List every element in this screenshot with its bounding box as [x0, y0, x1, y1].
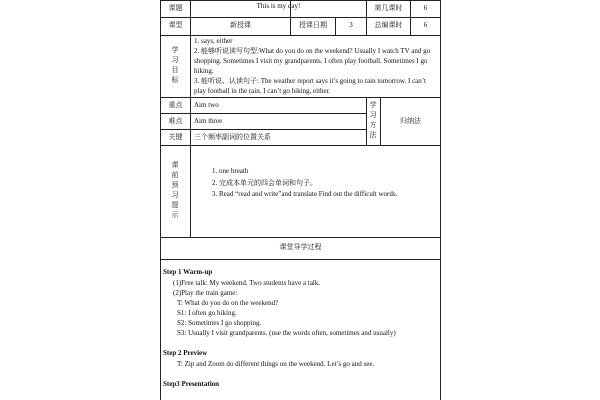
total-hours-label: 总编课时	[374, 21, 403, 29]
date-value: 3	[349, 21, 353, 29]
total-hours-value: 6	[423, 21, 428, 29]
step1-line: S1: I often go hiking.	[177, 309, 237, 317]
step3-title: Step3 Presentation	[163, 380, 220, 388]
type-label: 课型	[168, 21, 183, 29]
difficulty-value: Aim three	[194, 117, 223, 125]
objectives-list	[194, 36, 436, 96]
key-point-label: 重点	[168, 101, 183, 109]
step2-title: Step 2 Preview	[163, 349, 208, 357]
type-value: 新授课	[230, 21, 251, 29]
col-divider	[366, 97, 367, 145]
row-divider	[160, 97, 441, 98]
step1-line: S3: Usually I visit grandparents. (use the words often, sometimes and usually)	[177, 329, 396, 337]
step1-title: Step 1 Warm-up	[163, 268, 213, 276]
objective-item: 2. 能够听说读写句型:What do you do on the weekend? Usually I watch TV and go shopping. Sometimes I visit my grandparents. I often play football. Sometimes I go hiking.	[194, 47, 431, 75]
row-divider	[160, 259, 441, 260]
preview-item: 2. 完成本单元的四会单词和句子。	[212, 179, 317, 187]
key-point-value: Aim two	[194, 101, 219, 109]
crux-value: 三个频率副词的位置关系	[194, 133, 271, 141]
objective-item: 1. says, either	[194, 37, 233, 45]
topic-value: This is my day!	[256, 2, 301, 10]
preview-item: 1. one breath	[212, 167, 249, 175]
step1-line: (2)Play the train game:	[173, 289, 238, 297]
row-divider	[160, 17, 441, 18]
lesson-number-value: 6	[423, 4, 428, 12]
objective-item: 3. 能听说、认读句子: The weather report says it’s going to rain tomorrow. I can’t play football in the rain. I can’t go hiking, either.	[194, 77, 426, 95]
col-divider	[190, 0, 191, 237]
table-border-top	[160, 0, 441, 1]
crux-label: 关键	[168, 133, 183, 141]
date-label: 授课日期	[299, 21, 327, 29]
topic-label: 课题	[168, 4, 183, 12]
table-border-left	[160, 0, 161, 400]
table-border-right	[440, 0, 441, 400]
difficulty-label: 难点	[168, 117, 183, 125]
method-label: 学 习 方 法	[369, 101, 377, 139]
step1-line: (1)Free talk: My weekend. Two students have a talk.	[173, 279, 321, 287]
process-title: 课堂导学过程	[279, 243, 322, 251]
method-value: 归纳法	[400, 117, 421, 125]
preview-label: 课 前 预 习 提 示	[171, 161, 179, 219]
lesson-number-label: 第几课时	[374, 4, 403, 12]
step2-line: T: Zip and Zoom do different things on the weekend. Let’s go and see.	[177, 360, 375, 368]
objectives-label: 学 习 目 标	[171, 46, 179, 84]
row-divider	[160, 237, 441, 238]
row-divider	[160, 145, 441, 146]
preview-item: 3. Read “read and write”and translate Find out the difficult words.	[212, 190, 398, 198]
step1-line: T: What do you do on the weekend?	[177, 299, 279, 307]
step1-line: S2: Sometimes I go shopping.	[177, 319, 262, 327]
